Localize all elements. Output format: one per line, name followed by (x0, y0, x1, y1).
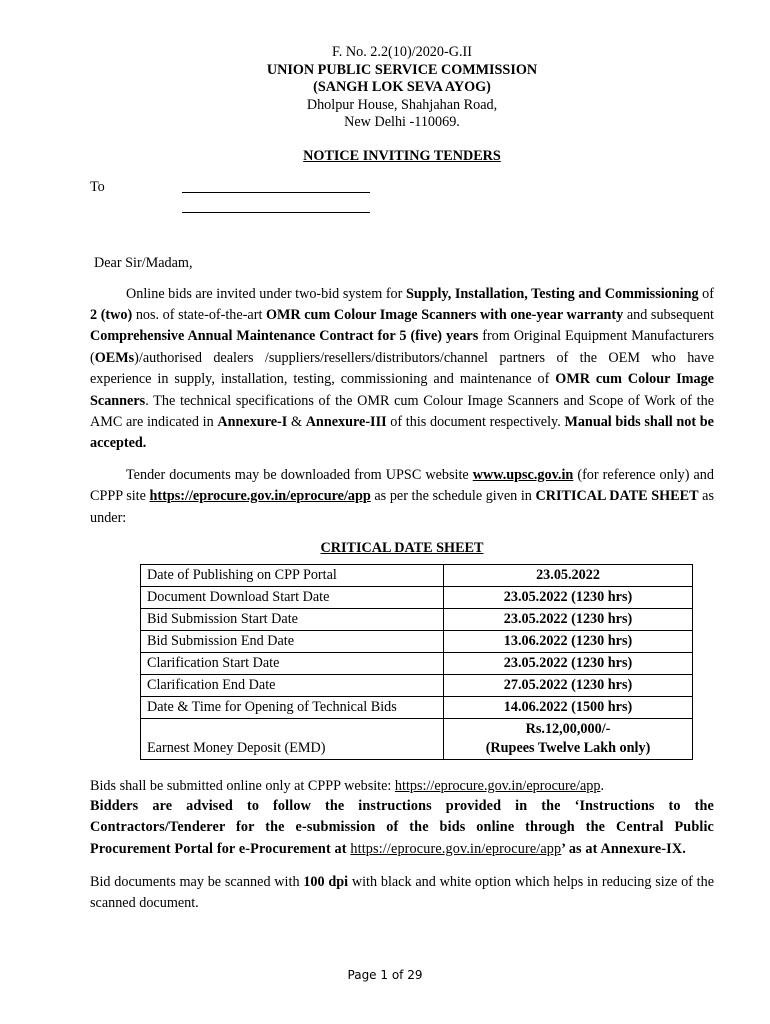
addressee-blank-line-2 (182, 212, 370, 213)
table-row (141, 674, 693, 696)
table-row (141, 564, 693, 586)
table-row-emd (141, 718, 693, 759)
text: and subsequent (623, 306, 714, 323)
row-label: Clarification Start Date (141, 652, 444, 674)
paragraph-invitation (90, 284, 714, 455)
address-line-2: New Delhi -110069. (344, 114, 460, 130)
document-page (90, 44, 714, 914)
bold-text: Comprehensive Annual Maintenance Contract for 5 (five) years (90, 328, 479, 345)
address-line-1: Dholpur House, Shahjahan Road, (306, 96, 498, 113)
bold-text: Bidders are advised to follow the instructions provided in the ‘Instructions to the Contractors/Tenderer for the e-submission of the bids online through the Central Public Procurement Portal for e-Procurement at (90, 797, 714, 857)
bold-text: Annexure-III (305, 413, 387, 430)
table-row (141, 630, 693, 652)
bold-text: Annexure-I (217, 413, 288, 430)
critical-date-sheet-title: CRITICAL DATE SHEET (320, 539, 484, 556)
emd-amount-words: (Rupees Twelve Lakh only) (485, 739, 651, 756)
text: Tender documents may be downloaded from UPSC website (126, 466, 473, 483)
text: from Original Equipment Manufacturers ( (90, 328, 714, 366)
paragraph-submission (90, 776, 714, 796)
bold-text: ’ as at Annexure-IX. (561, 840, 686, 857)
text: with black and white option which helps in reducing size of the scanned document. (90, 874, 714, 912)
text: Bids shall be submitted online only at CPPP website: (90, 777, 395, 794)
table-row (141, 608, 693, 630)
text: . The technical specifications of the OMR cum Colour Image Scanners and Scope of Work of the AMC are indicated in (90, 392, 714, 430)
bold-text: Manual bids shall not be accepted. (90, 413, 714, 452)
cppp-site-link[interactable]: https://eprocure.gov.in/eprocure/app (149, 488, 371, 505)
row-value: 23.05.2022 (1230 hrs) (444, 652, 693, 674)
paragraph-instructions (90, 796, 714, 860)
bold-text: 2 (two) (90, 306, 133, 323)
table-row (141, 652, 693, 674)
organization-name: UNION PUBLIC SERVICE COMMISSION (266, 61, 538, 78)
table-row (141, 696, 693, 718)
bold-text: 100 dpi (303, 874, 349, 891)
page-number-footer: Page 1 of 29 (347, 968, 423, 982)
critical-date-sheet-table (140, 564, 693, 760)
salutation: Dear Sir/Madam, (94, 254, 193, 271)
cppp-submission-link[interactable]: https://eprocure.gov.in/eprocure/app (394, 777, 601, 794)
table-row (141, 586, 693, 608)
row-value: 14.06.2022 (1500 hrs) (444, 696, 693, 718)
row-label: Bid Submission End Date (141, 630, 444, 652)
paragraph-scanning (90, 872, 714, 914)
to-label: To (90, 178, 105, 195)
upsc-website-link[interactable]: www.upsc.gov.in (472, 466, 574, 483)
bold-text: Supply, Installation, Testing and Commissioning (405, 285, 699, 302)
text: as under: (90, 488, 714, 526)
row-label: Document Download Start Date (141, 586, 444, 608)
notice-title: NOTICE INVITING TENDERS (303, 147, 501, 164)
text: as per the schedule given in (370, 488, 536, 505)
row-value: 23.05.2022 (444, 564, 693, 586)
text: & (287, 413, 306, 430)
text: )/authorised dealers /suppliers/resellers/distributors/channel partners of the OEM who have experience in supply, installation, testing, commissioning and maintenance of (90, 349, 714, 388)
bold-text: OMR cum Colour Image Scanners with one-year warranty (265, 306, 624, 323)
addressee-blank-line-1 (182, 192, 370, 193)
emd-amount: Rs.12,00,000/- (525, 720, 611, 737)
eprocure-link[interactable]: https://eprocure.gov.in/eprocure/app (350, 840, 562, 857)
row-value: 23.05.2022 (1230 hrs) (444, 608, 693, 630)
text: Bid documents may be scanned with (90, 874, 304, 891)
text: . (600, 777, 604, 794)
row-label: Clarification End Date (141, 674, 444, 696)
row-label: Date of Publishing on CPP Portal (141, 564, 444, 586)
row-value: 13.06.2022 (1230 hrs) (444, 630, 693, 652)
bold-text: CRITICAL DATE SHEET (535, 488, 699, 505)
row-label: Date & Time for Opening of Technical Bids (141, 696, 444, 718)
addressee-block (90, 179, 714, 235)
bold-text: OEMs (94, 349, 135, 366)
paragraph-download (90, 465, 714, 529)
organization-hindi-name: (SANGH LOK SEVA AYOG) (313, 79, 491, 95)
row-value: 23.05.2022 (1230 hrs) (444, 586, 693, 608)
emd-label: Earnest Money Deposit (EMD) (141, 718, 444, 759)
emd-value (444, 718, 693, 759)
text: (for reference only) and CPPP site (90, 466, 714, 505)
text: nos. of state-of-the-art (132, 306, 266, 323)
text: of (698, 285, 714, 302)
text: Online bids are invited under two-bid system for (126, 285, 406, 302)
file-number: F. No. 2.2(10)/2020-G.II (332, 44, 472, 60)
row-value: 27.05.2022 (1230 hrs) (444, 674, 693, 696)
text: of this document respectively. (386, 413, 565, 430)
row-label: Bid Submission Start Date (141, 608, 444, 630)
bold-text: OMR cum Colour Image Scanners (90, 371, 714, 409)
